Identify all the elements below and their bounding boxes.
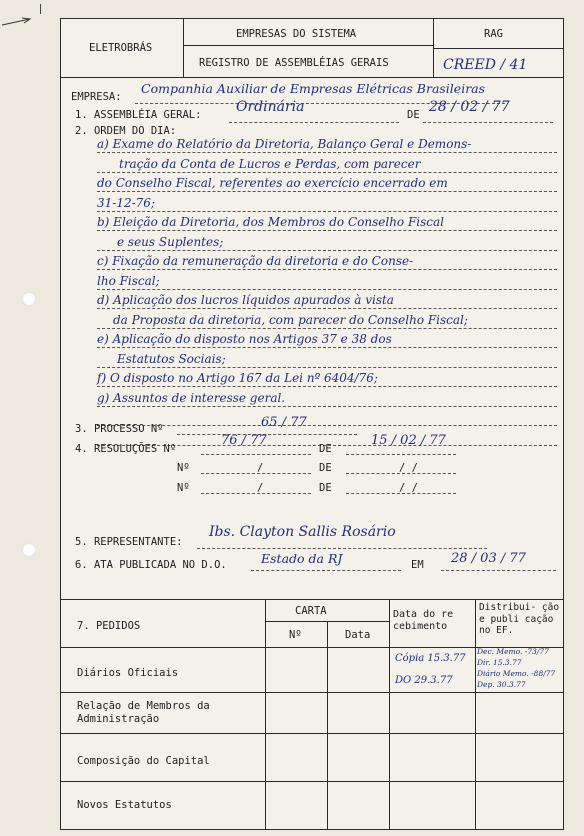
ordem-line: do Conselho Fiscal, referentes ao exercício encerrado em <box>97 176 448 190</box>
resolucao-1-de-label: DE <box>319 443 332 455</box>
ordem-line: d) Aplicação dos lucros líquidos apurados à vista <box>97 293 394 307</box>
registration-form <box>60 18 564 830</box>
ordem-label: 2. ORDEM DO DIA: <box>75 125 177 137</box>
resolucoes-no-label-3: Nº <box>177 482 190 494</box>
resolucoes-label: 4. RESOLUÇÕES Nº <box>75 443 177 455</box>
distribuicao-header: Distribui- ção e publi cação no EF. <box>479 602 560 636</box>
ata-em-label: EM <box>411 559 424 571</box>
pedidos-label: 7. PEDIDOS <box>77 620 141 632</box>
ata-label: 6. ATA PUBLICADA NO D.O. <box>75 559 227 571</box>
ordem-line: e seus Suplentes; <box>117 234 224 249</box>
representante-label: 5. REPRESENTANTE: <box>75 536 183 548</box>
resolucao-1-date: 15 / 02 / 77 <box>371 433 446 448</box>
processo-label: 3. PROCESSO Nº <box>75 423 164 435</box>
corner-arrow-mark <box>0 14 40 22</box>
punch-hole-top <box>22 292 36 306</box>
punch-hole-bottom <box>22 543 36 557</box>
assembleia-de-label: DE <box>407 109 420 121</box>
empresa-value: Companhia Auxiliar de Empresas Elétricas Brasileiras <box>141 81 486 96</box>
ata-date: 28 / 03 / 77 <box>451 551 526 566</box>
data-recebimento-header: Data do re cebimento <box>393 609 454 632</box>
ordem-line: f) O disposto no Artigo 167 da Lei nº 6404/76; <box>97 371 378 385</box>
resolucao-2-de-label: DE <box>319 462 332 474</box>
resolucao-2-number: / <box>257 462 264 474</box>
carta-header: CARTA <box>295 605 327 617</box>
ordem-line: b) Eleição da Diretoria, dos Membros do Conselho Fiscal <box>97 215 444 229</box>
resolucao-3-date: / / <box>399 482 418 494</box>
reference-number: CREED / 41 <box>443 57 528 73</box>
row-diarios-distrib-3: Diário Memo. -88/77 <box>477 669 556 678</box>
carta-no-header: Nº <box>289 629 302 641</box>
empresa-label: EMPRESA: <box>71 91 122 103</box>
form-code: RAG <box>484 28 503 40</box>
ordem-line: 31-12-76; <box>97 195 155 210</box>
row-diarios-receb-copia: Cópia 15.3.77 <box>395 653 466 664</box>
row-diarios-oficiais: Diários Oficiais <box>77 667 179 679</box>
org-name: ELETROBRÁS <box>89 42 153 54</box>
resolucoes-no-label-2: Nº <box>177 462 190 474</box>
ordem-line: Estatutos Sociais; <box>117 351 226 366</box>
ordem-line: da Proposta da diretoria, com parecer do Conselho Fiscal; <box>113 312 468 327</box>
carta-data-header: Data <box>345 629 371 641</box>
ordem-line: lho Fiscal; <box>97 273 160 288</box>
row-relacao-membros: Relação de Membros da Administração <box>77 700 210 725</box>
ata-do-value: Estado da RJ <box>261 551 343 566</box>
assembleia-date: 28 / 02 / 77 <box>429 99 510 115</box>
row-diarios-receb-do: DO 29.3.77 <box>395 675 453 686</box>
section-title: EMPRESAS DO SISTEMA <box>236 28 357 40</box>
register-title: REGISTRO DE ASSEMBLÉIAS GERAIS <box>199 57 389 69</box>
ordem-line: c) Fixação da remuneração da diretoria e do Conse- <box>97 254 414 268</box>
ordem-line: tração da Conta de Lucros e Perdas, com parecer <box>119 156 421 171</box>
assembleia-label: 1. ASSEMBLÉIA GERAL: <box>75 109 202 121</box>
row-composicao-capital: Composição do Capital <box>77 755 210 767</box>
row-diarios-distrib-2: Dir. 15.3.77 <box>477 658 522 667</box>
row-diarios-distrib-4: Dep. 30.3.77 <box>477 680 526 689</box>
resolucao-2-date: / / <box>399 462 418 474</box>
representante-value: Ibs. Clayton Sallis Rosário <box>209 524 396 540</box>
ordem-line: a) Exame do Relatório da Diretoria, Balanço Geral e Demons- <box>97 137 472 151</box>
resolucao-3-de-label: DE <box>319 482 332 494</box>
row-novos-estatutos: Novos Estatutos <box>77 799 172 811</box>
ordem-line: g) Assuntos de interesse geral. <box>97 390 286 405</box>
assembleia-type: Ordinária <box>236 99 305 115</box>
resolucao-3-number: / <box>257 482 264 494</box>
ordem-line: e) Aplicação do disposto nos Artigos 37 e 38 dos <box>97 332 392 346</box>
processo-value: 65 / 77 <box>261 415 307 430</box>
corner-tick <box>40 4 47 14</box>
resolucao-1-number: 76 / 77 <box>221 433 267 448</box>
row-diarios-distrib-1: Dec. Memo. -73/77 <box>477 647 549 656</box>
